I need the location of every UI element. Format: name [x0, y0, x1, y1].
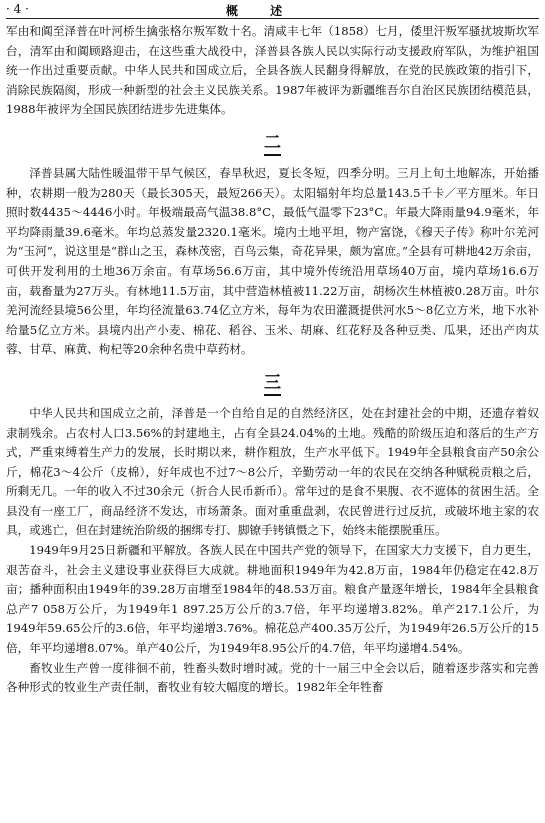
paragraph: 中华人民共和国成立之前，泽普是一个自给自足的自然经济区，处在封建社会的中期，还遗存着奴隶制残余。占农村人口3.56%的封建地主，占有全县24.04%的土地。残酷的阶级压迫和落后的生产方式，严重束缚着生产力的发展，长时期以来，耕作粗放，生产水平低下。1949年全县粮食亩产50余公斤，棉花3～4公斤（皮棉），好年成也不过7～8公斤，辛勤劳动一年的农民在交纳各种赋税贡粮之后，所剩无几。一年的收入不过30余元（折合人民币新币）。常年过的是食不果腹、衣不遮体的贫困生活。全县没有一座工厂，商品经济不发达，市场萧条。面对重重盘剥，农民曾进行过反抗，或破坏地主家的农具，或逃亡，但在封建统治阶级的捆绑专打、脚镣手铐镇慑之下，始终未能摆脱重压。 — [6, 405, 539, 538]
paragraph: 1949年9月25日新疆和平解放。各族人民在中国共产党的领导下，在国家大力支援下，自力更生，艰苦奋斗，社会主义建设事业获得巨大成就。耕地面积1949年为42.8万亩，1984年仍稳定在42.8万亩；播种面积由1949年的39.28万亩增至1984年的48.53万亩。粮食产量逐年增长，1984年全县粮食总产7 058万公斤，为1949年1 897.25万公斤的3.7倍，年平均递增3.82%。单产217.1公斤，为1949年59.65公斤的3.6倍，年平均递增3.76%。棉花总产400.35万公斤，为1949年26.5万公斤的15倍，年平均递增8.07%。单产40公斤，为1949年8.95公斤的4.7倍，年平均递增4.54%。 — [6, 543, 539, 656]
paragraph: 军由和阗至泽普在叶河桥生擒张格尔叛军数十名。清咸丰七年（1858）七月，倭里汗叛军骚扰坡斯坎军台，清军由和阗顾路迎击，在这些重大战役中，泽普县各族人民以实际行动支援政府军队，为维护祖国统一作出过重要贡献。中华人民共和国成立后，全县各族人民翻身得解放，在党的民族政策的指引下，消除民族隔阂，形成一种新型的社会主义民族关系。1987年被评为新疆维吾尔自治区民族团结模范县，1988年被评为全国民族团结进步先进集体。 — [6, 24, 539, 117]
running-head-title: 概 述 — [226, 4, 297, 18]
section-heading-two — [6, 128, 539, 158]
paragraph: 畜牧业生产曾一度徘徊不前，牲畜头数时增时减。党的十一届三中全会以后，随着逐步落实和完善各种形式的牧业生产责任制，畜牧业有较大幅度的增长。1982年全年牲畜 — [6, 660, 539, 695]
section-number: 三 — [264, 372, 281, 396]
header-divider — [6, 18, 539, 19]
page-number: · 4 · — [6, 2, 29, 16]
body-text — [6, 22, 539, 698]
section-number: 二 — [264, 132, 281, 156]
section-heading-three — [6, 368, 539, 398]
paragraph: 泽普县属大陆性暖温带干旱气候区，春旱秋迟，夏长冬短，四季分明。三月上旬土地解冻，开始播种，农耕期一般为280天（最长305天，最短266天）。太阳辐射年均总量143.5千卡／平方厘米。年日照时数4435～4446小时。年极端最高气温38.8°C，最低气温零下23°C。年最大降雨量94.9毫米，年平均降雨量39.6毫米。年均总蒸发量2320.1毫米。境内土地平坦，物产富饶，《穆天子传》称叶尔羌河为“玉河”，说这里是“群山之玉，森林茂密，百鸟云集，奇花异果，颇为富庶。”全县有可耕地42万余亩，可供开发利用的土地36万余亩。有草场56.6万亩，其中境外传统沿用草场40万亩，境内草场16.6万亩，载畜量为27万头。有林地11.5万亩，其中营造林植被11.22万亩，胡杨次生林植被0.28万亩。叶尔羌河流经县境56公里，年均径流量63.74亿立方米，每年为农田灌溉提供河水5～8亿立方米，地下水补给量5亿立方米。县境内出产小麦、棉花、稻谷、玉米、胡麻、红花籽及各种豆类、瓜果，还出产肉苁蓉、甘草、麻黄、枸杞等20余种名贵中草药材。 — [6, 165, 539, 357]
